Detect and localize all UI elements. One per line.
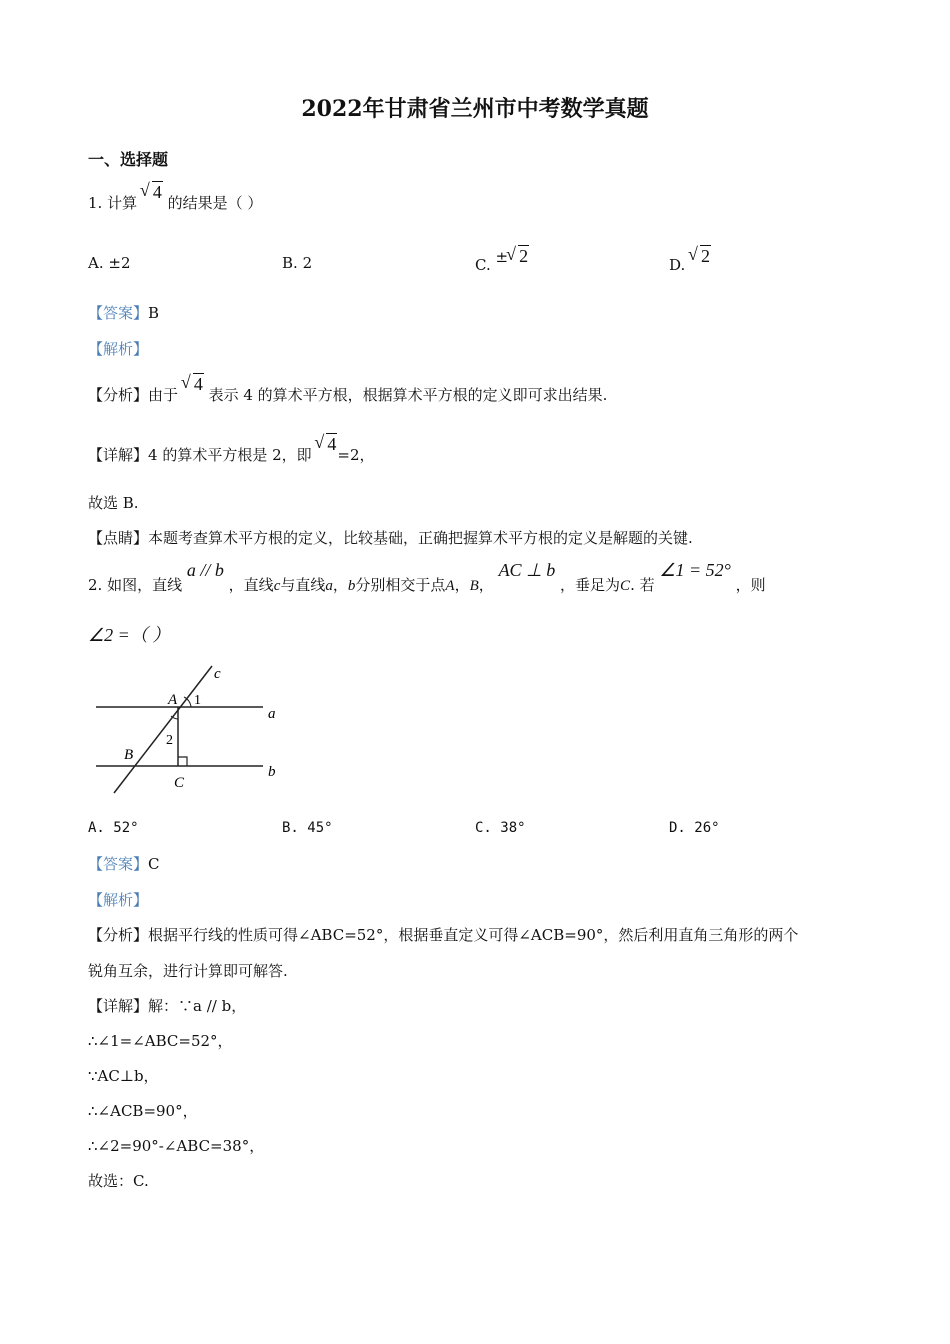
label-C: C	[174, 775, 185, 791]
q2-answer: 【答案】C	[88, 855, 160, 873]
q2-stem-line1: 2. 如图，直线 a // b ，直线c与直线a，b分别相交于点A，B， AC ⊥ b ，垂足为C. 若 ∠1 = 52° ，则	[88, 560, 766, 594]
q1-dianjing: 【点睛】本题考查算术平方根的定义，比较基础，正确把握算术平方根的定义是解题的关键.	[88, 529, 693, 547]
label-1: 1	[194, 693, 201, 708]
label-a: a	[268, 706, 276, 722]
q2-stem-line2: ∠2 =（ ）	[88, 625, 171, 645]
q1-option-d: D. √ 2	[669, 254, 711, 275]
q1-answer: 【答案】B	[88, 304, 160, 322]
q1-choose: 故选 B.	[88, 494, 139, 512]
q1-analysis-tag: 【解析】	[88, 340, 149, 358]
q2-step3: ∴∠ACB=90°，	[88, 1102, 198, 1120]
q1-stem: 1. 计算 √ 4 的结果是（ ）	[88, 192, 262, 213]
q2-analysis-tag: 【解析】	[88, 891, 149, 909]
q2-step2: ∵AC⊥b，	[88, 1067, 159, 1085]
q1-option-c: C. ±√ 2	[475, 254, 529, 275]
page-title: 2022年甘肃省兰州市中考数学真题	[301, 96, 649, 122]
label-A: A	[168, 692, 178, 708]
q2-choose: 故选：C.	[88, 1172, 149, 1190]
q1-option-b: B. 2	[282, 254, 313, 272]
line-c	[114, 666, 212, 793]
q2-step1: ∴∠1=∠ABC=52°，	[88, 1032, 233, 1050]
q2-option-a: A. 52°	[88, 820, 139, 836]
label-c: c	[214, 666, 221, 682]
q2-fenxi-line1: 【分析】根据平行线的性质可得∠ABC=52°，根据垂直定义可得∠ACB=90°，然后利用直角三角形的两个	[88, 926, 799, 944]
q1-option-a: A. ±2	[88, 254, 131, 272]
q2-step4: ∴∠2=90°-∠ABC=38°，	[88, 1137, 265, 1155]
label-2: 2	[166, 733, 173, 748]
q2-option-c: C. 38°	[475, 820, 526, 836]
label-b: b	[268, 764, 276, 780]
q2-figure	[88, 660, 298, 800]
q2-option-d: D. 26°	[669, 820, 720, 836]
q1-fenxi: 【分析】由于 √ 4 表示 4 的算术平方根，根据算术平方根的定义即可求出结果.	[88, 384, 607, 405]
q2-xiangjie: 【详解】解：∵a // b，	[88, 997, 247, 1015]
label-B: B	[124, 747, 134, 763]
q2-option-b: B. 45°	[282, 820, 333, 836]
section-heading: 一、选择题	[88, 150, 169, 169]
q2-fenxi-line2: 锐角互余，进行计算即可解答.	[88, 962, 288, 980]
right-angle-mark	[178, 757, 187, 766]
q1-sqrt: √ 4	[142, 182, 163, 203]
q1-xiangjie: 【详解】4 的算术平方根是 2，即 √ 4=2，	[88, 444, 375, 465]
